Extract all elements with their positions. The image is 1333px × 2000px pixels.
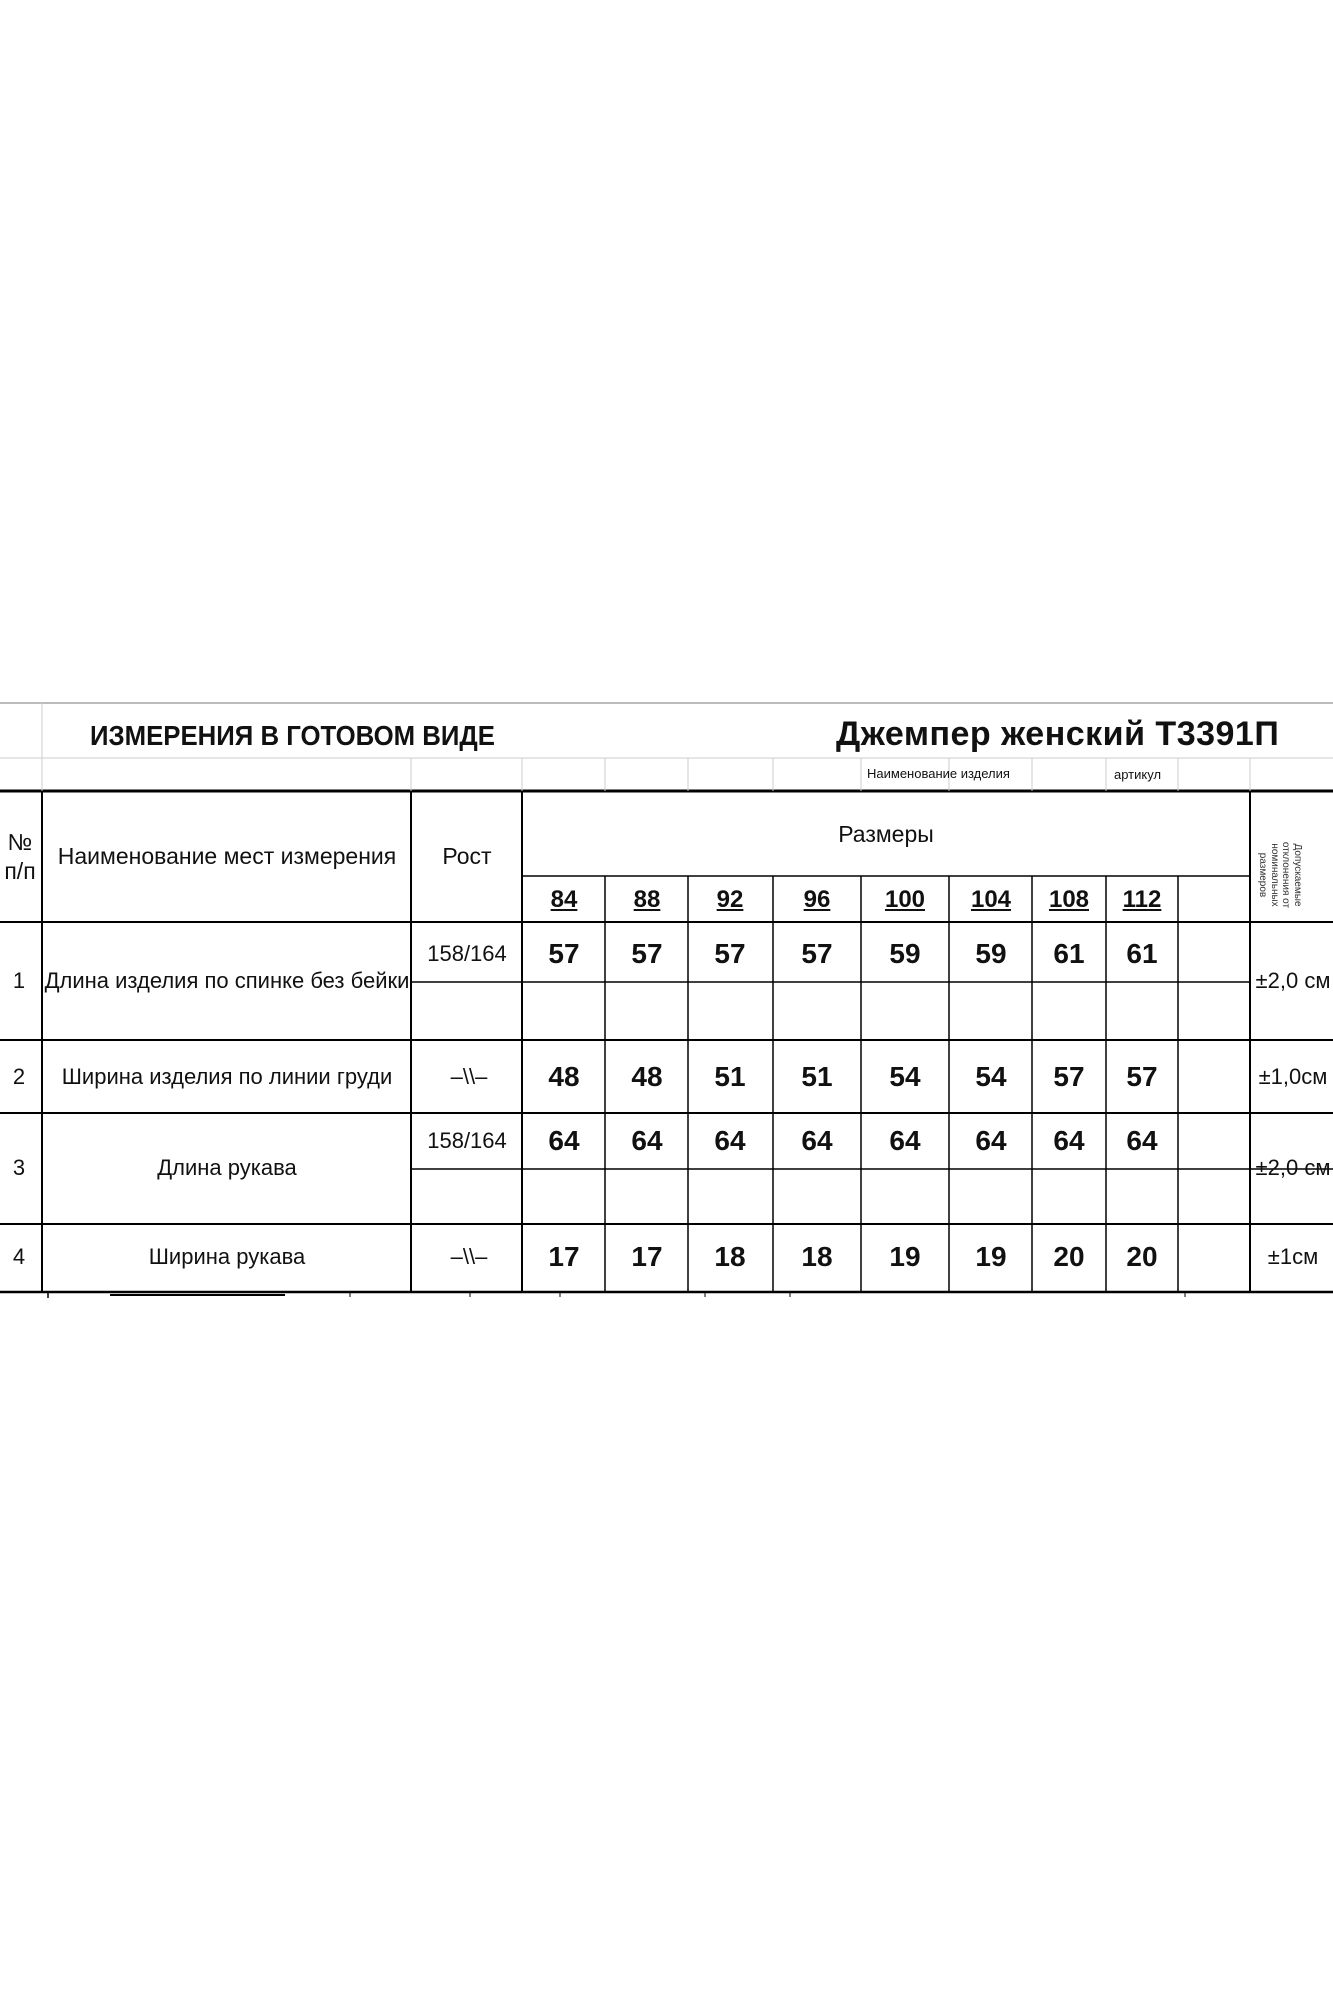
size-value: 18 bbox=[714, 1241, 746, 1272]
tolerance-value: ±2,0 см bbox=[1255, 968, 1331, 993]
size-value: 64 bbox=[1126, 1125, 1158, 1156]
tolerance-value: ±1см bbox=[1267, 1244, 1319, 1269]
tolerance-value: ±2,0 см bbox=[1255, 1155, 1331, 1180]
size-label: 100 bbox=[884, 886, 926, 913]
measure-name: Ширина рукава bbox=[148, 1244, 306, 1269]
size-value: 57 bbox=[801, 938, 833, 969]
size-value: 20 bbox=[1053, 1241, 1085, 1272]
header-number: № п/п bbox=[4, 829, 36, 884]
size-value: 64 bbox=[889, 1125, 921, 1156]
size-label: 84 bbox=[550, 886, 578, 913]
size-label: 104 bbox=[970, 886, 1012, 913]
size-value: 17 bbox=[631, 1241, 663, 1272]
header-sizes: Размеры bbox=[838, 821, 934, 847]
height-value: –\\– bbox=[450, 1244, 488, 1269]
row-number: 2 bbox=[12, 1064, 26, 1089]
size-value: 64 bbox=[548, 1125, 580, 1156]
product-title: Джемпер женский Т3391П bbox=[836, 715, 1280, 753]
size-value: 57 bbox=[548, 938, 580, 969]
article-caption: артикул bbox=[1114, 767, 1162, 782]
measure-name: Ширина изделия по линии груди bbox=[61, 1064, 393, 1089]
size-value: 64 bbox=[1053, 1125, 1085, 1156]
row-number: 3 bbox=[12, 1155, 26, 1180]
size-value: 57 bbox=[1053, 1061, 1085, 1092]
size-value: 57 bbox=[714, 938, 746, 969]
size-value: 48 bbox=[631, 1061, 663, 1092]
size-value: 61 bbox=[1053, 938, 1085, 969]
height-value: 158/164 bbox=[427, 1128, 507, 1153]
size-value: 51 bbox=[714, 1061, 746, 1092]
size-label: 108 bbox=[1048, 886, 1090, 913]
size-value: 48 bbox=[548, 1061, 580, 1092]
header-tolerance: Допускаемые отклонения от номинальных размеров bbox=[1257, 841, 1303, 909]
size-value: 18 bbox=[801, 1241, 833, 1272]
row-number: 1 bbox=[12, 968, 26, 993]
size-label: 88 bbox=[633, 886, 661, 913]
size-value: 19 bbox=[975, 1241, 1007, 1272]
size-value: 64 bbox=[801, 1125, 833, 1156]
row-number: 4 bbox=[12, 1244, 26, 1269]
product-name-caption: Наименование изделия bbox=[867, 766, 1010, 781]
tolerance-value: ±1,0см bbox=[1258, 1064, 1328, 1089]
size-value: 17 bbox=[548, 1241, 580, 1272]
size-value: 51 bbox=[801, 1061, 833, 1092]
size-value: 59 bbox=[889, 938, 921, 969]
size-value: 54 bbox=[889, 1061, 921, 1092]
height-value: –\\– bbox=[450, 1064, 488, 1089]
size-value: 64 bbox=[631, 1125, 663, 1156]
size-value: 20 bbox=[1126, 1241, 1158, 1272]
size-value: 57 bbox=[631, 938, 663, 969]
size-value: 64 bbox=[714, 1125, 746, 1156]
size-value: 57 bbox=[1126, 1061, 1158, 1092]
sheet-title: ИЗМЕРЕНИЯ В ГОТОВОМ ВИДЕ bbox=[90, 720, 495, 751]
size-value: 59 bbox=[975, 938, 1007, 969]
size-value: 54 bbox=[975, 1061, 1007, 1092]
measure-name: Длина рукава bbox=[157, 1155, 297, 1180]
size-label: 112 bbox=[1122, 886, 1162, 913]
header-measure-name: Наименование мест измерения bbox=[57, 843, 397, 869]
size-label: 92 bbox=[716, 886, 744, 913]
height-value: 158/164 bbox=[427, 941, 507, 966]
header-height: Рост bbox=[442, 843, 492, 869]
size-value: 61 bbox=[1126, 938, 1158, 969]
size-label: 96 bbox=[803, 886, 831, 913]
measure-name: Длина изделия по спинке без бейки bbox=[44, 968, 410, 993]
size-value: 19 bbox=[889, 1241, 921, 1272]
size-value: 64 bbox=[975, 1125, 1007, 1156]
